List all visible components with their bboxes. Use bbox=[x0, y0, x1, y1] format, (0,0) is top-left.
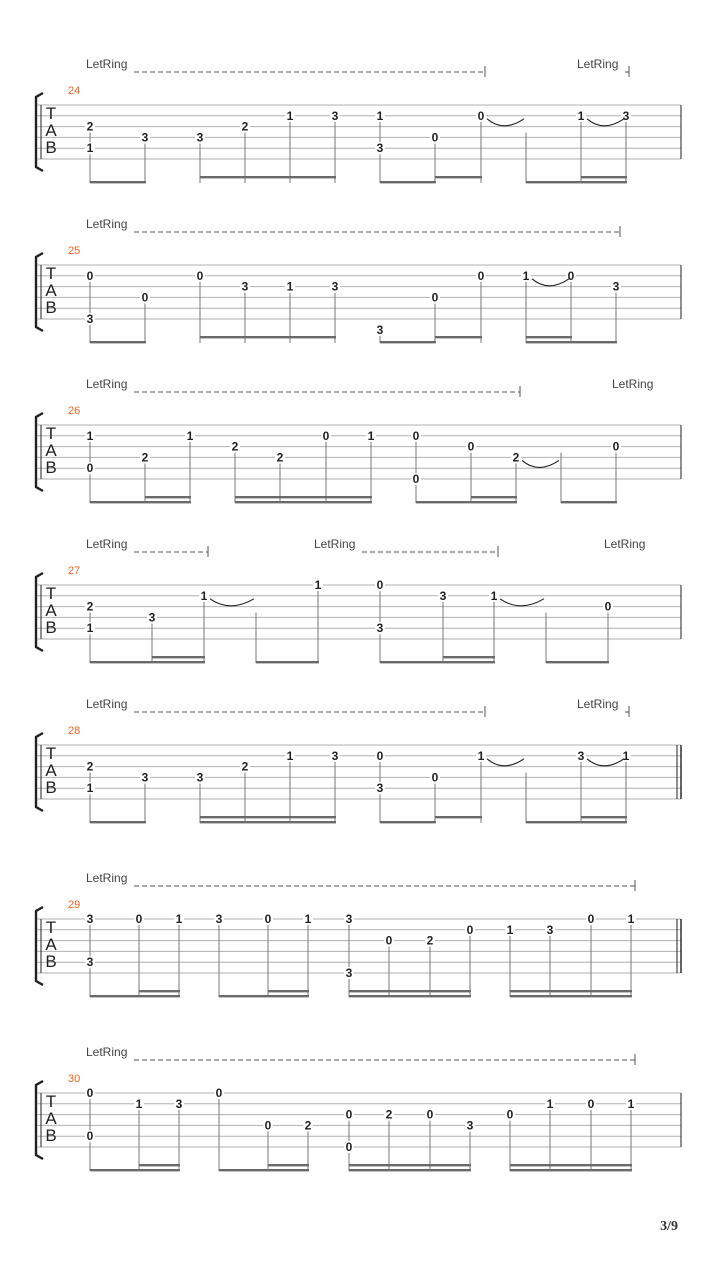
tab-clef-letter: B bbox=[45, 618, 57, 637]
fret-number: 3 bbox=[141, 130, 149, 145]
fret-number: 2 bbox=[512, 450, 520, 465]
fret-number: 1 bbox=[304, 912, 312, 926]
fret-number: 0 bbox=[467, 439, 475, 454]
beam bbox=[200, 816, 336, 818]
fret-number: 3 bbox=[376, 781, 384, 796]
tab-system-27 bbox=[36, 537, 681, 663]
beam bbox=[235, 496, 372, 498]
fret-number: 2 bbox=[86, 119, 94, 134]
beam bbox=[219, 995, 309, 997]
tie-arc bbox=[587, 119, 624, 126]
fret-number: 0 bbox=[412, 428, 420, 443]
tie-arc bbox=[210, 599, 254, 606]
tab-clef-letter: B bbox=[45, 458, 57, 477]
fret-number: 2 bbox=[231, 439, 239, 454]
tab-clef-letter: A bbox=[45, 281, 57, 300]
measure-number: 28 bbox=[68, 725, 81, 737]
tie-arc bbox=[487, 119, 524, 126]
fret-number: 0 bbox=[412, 472, 420, 486]
fret-number: 3 bbox=[345, 912, 353, 926]
beam bbox=[380, 181, 436, 183]
fret-number: 1 bbox=[506, 922, 514, 937]
measure-number: 24 bbox=[68, 85, 81, 97]
beam bbox=[349, 995, 471, 997]
fret-number: 1 bbox=[546, 1096, 554, 1111]
fret-number: 2 bbox=[141, 450, 149, 465]
tab-clef-letter: T bbox=[45, 264, 57, 283]
letring-label: LetRing bbox=[86, 697, 128, 711]
fret-number: 0 bbox=[86, 461, 94, 476]
fret-number: 1 bbox=[200, 588, 208, 603]
beam bbox=[256, 661, 319, 663]
tab-clef-letter: T bbox=[45, 744, 57, 763]
letring-label: LetRing bbox=[86, 1045, 128, 1059]
fret-number: 0 bbox=[612, 439, 620, 454]
beam bbox=[349, 1164, 471, 1166]
fret-number: 3 bbox=[612, 279, 620, 294]
fret-number: 3 bbox=[141, 770, 149, 785]
fret-number: 2 bbox=[86, 599, 94, 614]
letring-label: LetRing bbox=[86, 377, 128, 391]
fret-number: 3 bbox=[331, 279, 339, 294]
fret-number: 0 bbox=[196, 268, 204, 283]
beam bbox=[139, 990, 180, 992]
fret-number: 3 bbox=[376, 621, 384, 636]
letring-label: LetRing bbox=[86, 57, 128, 71]
fret-number: 3 bbox=[215, 912, 223, 926]
measure-number: 30 bbox=[68, 1073, 81, 1085]
beam bbox=[443, 656, 495, 658]
tie-arc bbox=[522, 460, 559, 467]
beam bbox=[435, 176, 482, 178]
tab-clef-letter: A bbox=[45, 1109, 57, 1128]
fret-number: 0 bbox=[426, 1107, 434, 1122]
fret-number: 0 bbox=[466, 922, 474, 937]
fret-number: 3 bbox=[86, 955, 94, 970]
beam bbox=[435, 816, 482, 818]
fret-number: 0 bbox=[385, 933, 393, 948]
fret-number: 0 bbox=[376, 748, 384, 763]
tab-clef-letter: T bbox=[45, 424, 57, 443]
beam bbox=[526, 181, 627, 183]
fret-number: 2 bbox=[241, 759, 249, 774]
tie-arc bbox=[487, 759, 524, 766]
fret-number: 1 bbox=[86, 428, 94, 443]
beam bbox=[219, 1169, 309, 1171]
beam bbox=[581, 816, 627, 818]
fret-number: 0 bbox=[431, 130, 439, 145]
fret-number: 3 bbox=[86, 312, 94, 326]
fret-number: 0 bbox=[135, 912, 143, 926]
beam bbox=[510, 995, 632, 997]
fret-number: 0 bbox=[587, 1096, 595, 1111]
beam bbox=[416, 501, 517, 503]
letring-label: LetRing bbox=[612, 377, 654, 391]
fret-number: 1 bbox=[286, 108, 294, 123]
fret-number: 0 bbox=[345, 1107, 353, 1122]
fret-number: 1 bbox=[490, 588, 498, 603]
tab-clef-letter: B bbox=[45, 138, 57, 157]
fret-number: 1 bbox=[86, 621, 94, 636]
fret-number: 3 bbox=[196, 770, 204, 785]
beam bbox=[546, 661, 609, 663]
beam bbox=[471, 496, 517, 498]
fret-number: 2 bbox=[426, 933, 434, 948]
fret-number: 0 bbox=[215, 1086, 223, 1100]
letring-label: LetRing bbox=[314, 537, 356, 551]
tab-clef-letter: B bbox=[45, 778, 57, 797]
fret-number: 1 bbox=[627, 912, 635, 926]
beam bbox=[526, 341, 617, 343]
fret-number: 3 bbox=[546, 922, 554, 937]
tab-clef-letter: A bbox=[45, 935, 57, 954]
beam bbox=[90, 661, 205, 663]
fret-number: 0 bbox=[322, 428, 330, 443]
beam bbox=[90, 995, 180, 997]
fret-number: 3 bbox=[439, 588, 447, 603]
fret-number: 0 bbox=[86, 1086, 94, 1100]
fret-number: 0 bbox=[477, 108, 485, 123]
fret-number: 1 bbox=[577, 108, 585, 123]
fret-number: 3 bbox=[345, 966, 353, 980]
fret-number: 2 bbox=[86, 759, 94, 774]
fret-number: 0 bbox=[141, 290, 149, 305]
letring-label: LetRing bbox=[577, 57, 619, 71]
beam bbox=[380, 341, 436, 343]
fret-number: 1 bbox=[186, 428, 194, 443]
fret-number: 1 bbox=[376, 108, 384, 123]
beam bbox=[561, 501, 617, 503]
fret-number: 0 bbox=[477, 268, 485, 283]
tab-clef-letter: A bbox=[45, 441, 57, 460]
fret-number: 3 bbox=[376, 322, 384, 337]
measure-number: 29 bbox=[68, 899, 81, 911]
tab-clef-letter: T bbox=[45, 584, 57, 603]
measure-number: 26 bbox=[68, 405, 81, 417]
letring-label: LetRing bbox=[577, 697, 619, 711]
fret-number: 3 bbox=[577, 748, 585, 763]
beam bbox=[380, 661, 495, 663]
beam bbox=[235, 501, 372, 503]
fret-number: 3 bbox=[175, 1096, 183, 1111]
tie-arc bbox=[587, 759, 624, 766]
beam bbox=[268, 990, 309, 992]
fret-number: 0 bbox=[345, 1140, 353, 1154]
beam bbox=[90, 181, 146, 183]
fret-number: 3 bbox=[196, 130, 204, 145]
fret-number: 1 bbox=[314, 578, 322, 592]
letring-label: LetRing bbox=[86, 871, 128, 885]
tab-system-28 bbox=[36, 697, 681, 823]
beam bbox=[152, 656, 205, 658]
beam bbox=[200, 176, 336, 178]
fret-number: 1 bbox=[477, 748, 485, 763]
fret-number: 3 bbox=[241, 279, 249, 294]
fret-number: 0 bbox=[431, 290, 439, 305]
fret-number: 1 bbox=[86, 781, 94, 796]
letring-label: LetRing bbox=[604, 537, 646, 551]
fret-number: 0 bbox=[86, 1129, 94, 1144]
beam bbox=[510, 1164, 632, 1166]
tab-clef-letter: A bbox=[45, 121, 57, 140]
fret-number: 3 bbox=[466, 1118, 474, 1133]
beam bbox=[526, 336, 572, 338]
beam bbox=[90, 1169, 180, 1171]
fret-number: 1 bbox=[135, 1096, 143, 1111]
fret-number: 3 bbox=[86, 912, 94, 926]
beam bbox=[526, 821, 627, 823]
fret-number: 1 bbox=[286, 748, 294, 763]
fret-number: 2 bbox=[276, 450, 284, 465]
fret-number: 0 bbox=[264, 1118, 272, 1133]
letring-label: LetRing bbox=[86, 217, 128, 231]
beam bbox=[581, 176, 627, 178]
fret-number: 3 bbox=[622, 108, 630, 123]
fret-number: 0 bbox=[431, 770, 439, 785]
fret-number: 2 bbox=[385, 1107, 393, 1122]
fret-number: 0 bbox=[506, 1107, 514, 1122]
fret-number: 3 bbox=[331, 108, 339, 123]
fret-number: 1 bbox=[522, 268, 530, 283]
fret-number: 1 bbox=[367, 428, 375, 443]
beam bbox=[145, 496, 191, 498]
fret-number: 0 bbox=[264, 912, 272, 926]
measure-number: 25 bbox=[68, 245, 81, 257]
fret-number: 3 bbox=[376, 141, 384, 156]
beam bbox=[268, 1164, 309, 1166]
tab-clef-letter: T bbox=[45, 104, 57, 123]
tab-system-29 bbox=[36, 871, 681, 997]
fret-number: 1 bbox=[627, 1096, 635, 1111]
beam bbox=[200, 336, 336, 338]
fret-number: 2 bbox=[304, 1118, 312, 1133]
tab-clef-letter: A bbox=[45, 761, 57, 780]
tab-system-26 bbox=[36, 377, 681, 503]
tab-clef-letter: T bbox=[45, 918, 57, 937]
tab-clef-letter: A bbox=[45, 601, 57, 620]
tab-clef-letter: B bbox=[45, 298, 57, 317]
beam bbox=[200, 821, 336, 823]
fret-number: 0 bbox=[86, 268, 94, 283]
beam bbox=[380, 821, 436, 823]
measure-number: 27 bbox=[68, 565, 81, 577]
fret-number: 0 bbox=[567, 268, 575, 283]
beam bbox=[510, 1169, 632, 1171]
fret-number: 3 bbox=[331, 748, 339, 763]
tie-arc bbox=[500, 599, 544, 606]
beam bbox=[139, 1164, 180, 1166]
fret-number: 1 bbox=[286, 279, 294, 294]
page-number: 3/9 bbox=[660, 1219, 678, 1234]
tab-system-24 bbox=[36, 57, 681, 183]
fret-number: 0 bbox=[376, 578, 384, 592]
tab-clef-letter: B bbox=[45, 1126, 57, 1145]
fret-number: 1 bbox=[175, 912, 183, 926]
tab-system-30 bbox=[36, 1045, 681, 1171]
letring-label: LetRing bbox=[86, 537, 128, 551]
fret-number: 1 bbox=[622, 748, 630, 763]
beam bbox=[90, 821, 146, 823]
tab-clef-letter: B bbox=[45, 952, 57, 971]
fret-number: 1 bbox=[86, 141, 94, 156]
beam bbox=[435, 336, 482, 338]
tab-system-25 bbox=[36, 217, 681, 343]
fret-number: 0 bbox=[604, 599, 612, 614]
beam bbox=[90, 341, 146, 343]
beam bbox=[349, 990, 471, 992]
fret-number: 3 bbox=[148, 610, 156, 625]
tie-arc bbox=[532, 279, 569, 286]
beam bbox=[90, 501, 191, 503]
tab-clef-letter: T bbox=[45, 1092, 57, 1111]
fret-number: 2 bbox=[241, 119, 249, 134]
beam bbox=[510, 990, 632, 992]
fret-number: 0 bbox=[587, 912, 595, 926]
beam bbox=[349, 1169, 471, 1171]
